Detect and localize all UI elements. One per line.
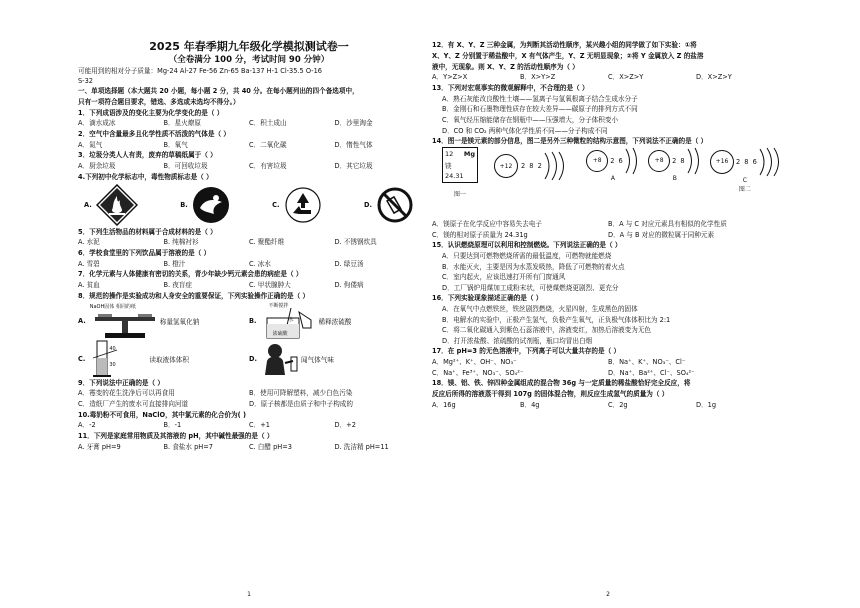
- question-4-images: [78, 183, 420, 227]
- option: C．X>Z>Y: [608, 73, 644, 82]
- question-3-options: [78, 161, 420, 172]
- option: B. 纯棉衬衫: [163, 238, 199, 247]
- recycle-icon: [284, 186, 322, 224]
- flammable-hazard-icon: [96, 184, 138, 226]
- option: A．厨余垃圾: [78, 162, 116, 171]
- person-smelling-icon: [261, 341, 301, 377]
- option: B．Na⁺、K⁺、NO₃⁻、Cl⁻: [608, 358, 686, 367]
- option-a-image: A.: [84, 184, 138, 226]
- option: C．2g: [608, 401, 628, 410]
- dilution-diagram: 不断搅拌 水 浓硫酸: [261, 302, 319, 340]
- page-number: 2: [606, 591, 610, 598]
- option: B．电解水的实验中，正极产生氢气，负极产生氧气，正负极气体体积比为 2:1: [442, 315, 671, 324]
- option-b-image: B.: [180, 186, 230, 224]
- option: A．霉变的花生洗净后可以再食用: [78, 389, 175, 398]
- atom-c: +16 2 8 6 C 图二: [710, 147, 780, 193]
- mg-atom-diagram: +12 2 8 2: [494, 151, 565, 181]
- option: B．4g: [520, 401, 540, 410]
- balance-diagram: NaOH固体 相同的纸: [90, 303, 160, 339]
- option: B．A 与 C 对应元素具有相似的化学性质: [608, 219, 727, 228]
- option: C. 冰水: [249, 259, 271, 268]
- option: B. 食盐水 pH=7: [163, 442, 213, 451]
- q8-option-c: C. 40 30 读取液体体积: [78, 340, 249, 378]
- electron-shell-icon: [624, 147, 640, 175]
- electron-shell-icon: [686, 147, 702, 175]
- balance-icon: [90, 309, 160, 339]
- option: C．Na⁺、Fe³⁺、NO₃⁻、SO₄²⁻: [432, 368, 524, 377]
- atom-b: +8 2 8 B: [648, 147, 702, 193]
- option: A. 水泥: [78, 238, 100, 247]
- question-10: 10.毒奶粉不可食用，NaClO，其中氯元素的化合价为( ): [78, 410, 246, 419]
- option: D. 洗洁精 pH=11: [334, 442, 389, 451]
- question-18-line-2: 反应后所得的溶液蒸干得到 107g 的固体混合物，则反应生成氢气的质量为（ ）: [432, 390, 669, 399]
- question-8: 8．规范的操作是实验成功和人身安全的重要保证，下列实验操作正确的是（ ）: [78, 291, 310, 300]
- question-14-figures: [432, 147, 784, 219]
- question-2-options: [78, 140, 420, 151]
- question-16: 16．下列实验现象描述正确的是（ ）: [432, 294, 543, 303]
- question-17-options: [432, 357, 784, 368]
- option: A．只要达到可燃物燃烧所需的最低温度，可燃物就能燃烧: [442, 251, 612, 260]
- question-8-images: [78, 302, 420, 378]
- atomic-mass-line: 可能用到的相对分子质量：Mg-24 Al-27 Fe-56 Zn-65 Ba-137 H-1 Cl-35.5 O-16: [78, 67, 322, 75]
- option: D．1g: [696, 401, 717, 410]
- option: D．CO 和 CO₂ 两种气体化学性质不同——分子构成不同: [442, 126, 608, 135]
- question-14: 14．图一是镁元素的部分信息，图二是另外三种微粒的结构示意图，下列说法不正确的是（ ）: [432, 137, 708, 146]
- q8-option-b: B. 不断搅拌 水 浓硫酸 稀释浓硫酸: [249, 302, 420, 340]
- option-d-image: D.: [364, 186, 414, 224]
- question-12-line-3: 液中，无现象。则 X、Y、Z 的活动性顺序为（ ）: [432, 62, 579, 71]
- option: D．+2: [334, 421, 356, 430]
- option: B．-1: [163, 421, 182, 430]
- question-17-options-2: [432, 368, 784, 379]
- question-11-options: [78, 442, 420, 453]
- q8-right-column: [249, 302, 420, 378]
- question-11: 11．下列是家庭常用物质及其溶液的 pH，其中碱性最强的是（ ）: [78, 431, 274, 440]
- option: D．惰性气体: [334, 140, 373, 149]
- option: B. 橙汁: [163, 259, 186, 268]
- option: D．其它垃圾: [334, 162, 373, 171]
- option: D．工厂锅炉用煤加工成粉末状，可使煤燃烧更剧烈、更充分: [442, 283, 619, 292]
- option: C. 白醋 pH=3: [249, 442, 292, 451]
- option: B．金刚石和石墨物理性质存在较大差异——碳原子的排列方式不同: [442, 105, 638, 114]
- question-17: 17．在 pH=3 的无色溶液中，下列离子可以大量共存的是（ ）: [432, 347, 621, 356]
- option: C．造纸厂产生的废水可直接排向河道: [78, 399, 189, 408]
- option-c-image: C.: [272, 186, 321, 224]
- option: C. 聚酯纤维: [249, 238, 285, 247]
- q8-left-column: [78, 302, 249, 378]
- question-14-options: [432, 219, 784, 230]
- question-4: 4.下列初中化学标志中，毒性物质标志是（ ）: [78, 172, 213, 181]
- option: A．16g: [432, 401, 456, 410]
- option: C．+1: [249, 421, 270, 430]
- option: B．X>Y>Z: [520, 73, 556, 82]
- figure-1: 12 Mg 镁 24.31 图一 +12 2 8 2: [442, 147, 582, 198]
- option: A．Mg²⁺、K⁺、OH⁻、NO₃⁻: [432, 358, 517, 367]
- option: D．Na⁺、Ba²⁺、Cl⁻、SO₄²⁻: [608, 368, 695, 377]
- option: A．在氧气中点燃铁丝，铁丝剧烈燃烧，火星四射，生成黑色的固体: [442, 305, 638, 314]
- option: D．X>Z>Y: [696, 73, 732, 82]
- option: D. 不锈钢炊具: [334, 238, 377, 247]
- option: A. 雪碧: [78, 259, 100, 268]
- question-15: 15．认识燃烧原理可以利用和控制燃烧。下列说法正确的是（ ）: [432, 241, 622, 250]
- question-9-options: [78, 388, 420, 399]
- question-5-options: [78, 237, 420, 248]
- figure-2: [582, 147, 784, 193]
- atomic-mass-line-2: S-32: [78, 77, 93, 85]
- question-7: 7．化学元素与人体健康有密切的关系，青少年缺少钙元素会患的病症是（ ）: [78, 270, 303, 279]
- beaker-icon: [261, 308, 319, 340]
- option: B. 夜盲症: [163, 281, 192, 290]
- option: B．氧气: [163, 140, 188, 149]
- question-18-options: [432, 400, 784, 411]
- electron-shell-icon: [758, 147, 780, 177]
- question-9-options-2: [78, 399, 420, 410]
- option: A．熟石灰能改良酸性土壤——氢离子与氢氧根离子结合生成水分子: [442, 94, 638, 103]
- option: D. 绿豆汤: [334, 259, 364, 268]
- q8-option-d: D. 闻气体气味: [249, 340, 420, 378]
- question-5: 5．下列生活物品的材料属于合成材料的是（ ）: [78, 227, 217, 236]
- element-card: 12 Mg 镁 24.31: [442, 147, 478, 183]
- question-12: 12．有 X、Y、Z 三种金属，为判断其活动性顺序，某兴趣小组的同学做了如下实验：①将: [432, 41, 697, 49]
- question-2: 2．空气中含量最多且化学性质不活泼的气体是（ ）: [78, 129, 230, 138]
- option: A．镁原子在化学反应中容易失去电子: [432, 219, 543, 228]
- toxic-substance-icon: [192, 186, 230, 224]
- section-heading-2: 只有一项符合题目要求，错选、多选或未选均不得分。）: [78, 97, 240, 106]
- question-9: 9．下列说法中正确的是（ ）: [78, 378, 165, 387]
- option: B．可回收垃圾: [163, 162, 208, 171]
- question-7-options: [78, 280, 420, 291]
- exam-title: 2025 年春季期九年级化学模拟测试卷一: [149, 40, 349, 53]
- option: A．Y>Z>X: [432, 73, 468, 82]
- option: A．-2: [78, 421, 96, 430]
- question-1-options: [78, 118, 420, 129]
- q8-option-a: A. NaOH固体 相同的纸 称量氢氧化钠: [78, 302, 249, 340]
- option: D．A 与 B 对应的微粒属于同种元素: [608, 230, 715, 239]
- option: A．氮气: [78, 140, 103, 149]
- option: B．使用可降解塑料，减少白色污染: [249, 389, 353, 398]
- option: C．二氧化碳: [249, 140, 287, 149]
- option: D．原子核都是由质子和中子构成的: [249, 399, 353, 408]
- option: A. 贫血: [78, 281, 100, 290]
- section-heading: 一、单项选择题（本大题共 20 小题，每小题 2 分，共 40 分。在每小题列出的四个备选项中，: [78, 87, 359, 95]
- option: C．氧气经压缩能储存在钢瓶中——压强增大，分子体积变小: [442, 115, 619, 124]
- question-14-options-2: [432, 230, 784, 241]
- exam-subtitle: （全卷满分 100 分，考试时间 90 分钟）: [168, 55, 330, 65]
- figure-2-caption: 图二: [738, 185, 751, 193]
- option: B．星火燎原: [163, 119, 201, 128]
- atom-a: +8 2 6 A: [586, 147, 640, 193]
- option: D．打开浓盐酸、浓硫酸的试剂瓶，瓶口均冒出白烟: [442, 336, 593, 345]
- option: A．滴水成冰: [78, 119, 116, 128]
- exam-page-1: [78, 28, 420, 602]
- option: C．将二氧化碳通入到紫色石蕊溶液中，溶液变红，加热后溶液变为无色: [442, 326, 652, 335]
- option: A. 牙膏 pH=9: [78, 442, 121, 451]
- question-10-options: [78, 420, 420, 431]
- option: C. 甲状腺肿大: [249, 281, 291, 290]
- cylinder-diagram: 40 30: [89, 340, 149, 378]
- question-6-options: [78, 259, 420, 270]
- option: C．有害垃圾: [249, 162, 287, 171]
- question-12-line-2: X、Y、Z 分别置于稀盐酸中，X 有气体产生，Y、Z 无明显现象；②将 Y 金属放入 Z 的盐溶: [432, 51, 704, 60]
- option: D. 佝偻病: [334, 281, 364, 290]
- page-number: 1: [247, 591, 251, 598]
- option: B．水能灭火，主要是因为水蒸发吸热，降低了可燃物的着火点: [442, 262, 625, 271]
- no-fireworks-icon: [376, 186, 414, 224]
- question-12-options: [432, 72, 784, 83]
- electron-shell-icon: [543, 151, 565, 181]
- question-18: 18．镁、铝、铁、锌四种金属组成的混合物 36g 与一定质量的稀盐酸恰好完全反应，将: [432, 379, 691, 388]
- option: C．室内起火，应该迅速打开所有门窗通风: [442, 273, 566, 282]
- question-3: 3．垃圾分类人人有责，废弃的草稿纸属于（ ）: [78, 151, 217, 160]
- question-6: 6．学校食堂里的下列饮品属于溶液的是（ ）: [78, 248, 211, 257]
- option: C．积土成山: [249, 119, 287, 128]
- exam-page-2: [432, 28, 784, 602]
- option: C．镁的相对原子质量为 24.31g: [432, 230, 528, 239]
- question-13: 13．下列对宏观事实的微观解释中，不合理的是（ ）: [432, 83, 589, 92]
- question-1: 1．下列成语涉及的变化主要为化学变化的是（ ）: [78, 108, 224, 117]
- option: D．沙里淘金: [334, 119, 373, 128]
